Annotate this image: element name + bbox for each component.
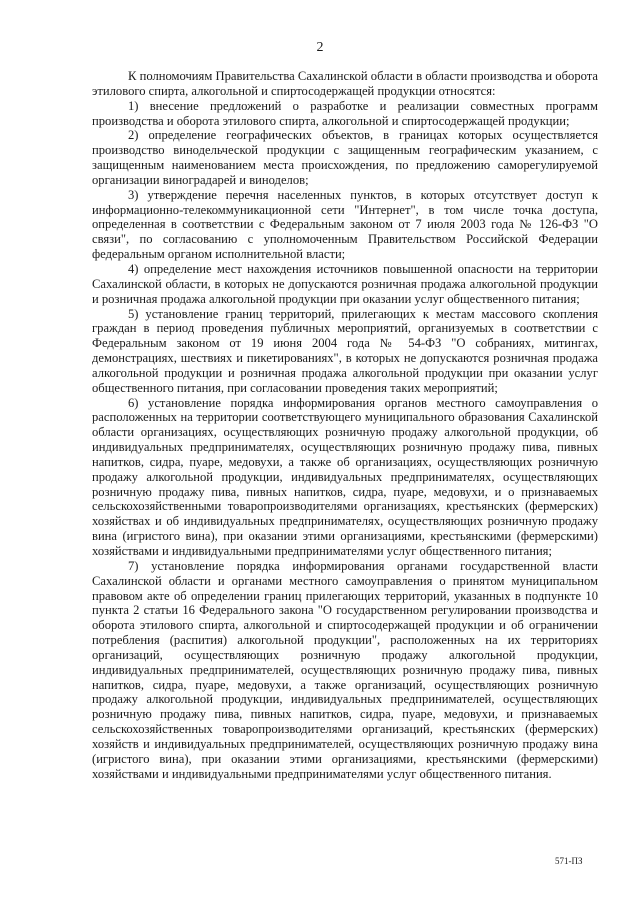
document-code: 571-ПЗ [555,856,583,866]
list-item-6: 6) установление порядка информирования органов местного самоуправления о расположенных на территории соответствующего муниципального образования Сахалинской области организациях, осуществляющих розничную продажу алкогольной продукции, об индивидуальных предпринимателях, осуществляющих розничную продажу пива, пивных напитков, сидра, пуаре, медовухи, а также об организациях, осуществляющих розничную продажу алкогольной продукции, индивидуальных предпринимателях, осуществляющих розничную продажу пива, пивных напитков, сидра, пуаре, медовухи, и о признаваемых сельскохозяйственными товаропроизводителями организациях, крестьянских (фермерских) хозяйствах и об индивидуальных предпринимателях, осуществляющих розничную продажу вина (игристого вина), при оказании этими организациями, крестьянскими (фермерскими) хозяйствами и индивидуальными предпринимателями услуг общественного питания; [92,395,598,558]
list-item-4: 4) определение мест нахождения источников повышенной опасности на территории Сахалинской области, в которых не допускаются розничная продажа алкогольной продукции и розничная продажа алкогольной продукции при оказании услуг общественного питания; [92,261,598,306]
list-item-2: 2) определение географических объектов, в границах которых осуществляется производство винодельческой продукции с защищенным географическим указанием, с защищенным наименованием места происхождения, по предложению саморегулируемой организации виноградарей и виноделов; [92,128,598,187]
intro-paragraph: К полномочиям Правительства Сахалинской области в области производства и оборота этилового спирта, алкогольной и спиртосодержащей продукции относятся: [92,69,598,98]
list-item-1: 1) внесение предложений о разработке и реализации совместных программ производства и оборота этилового спирта, алкогольной и спиртосодержащей продукции; [92,98,598,128]
list-item-5: 5) установление границ территорий, прилегающих к местам массового скопления граждан в период проведения публичных мероприятий, организуемых в соответствии с Федеральным законом от 19 июня 2004 года № 54-ФЗ "О собраниях, митингах, демонстрациях, шествиях и пикетированиях", в которых не допускаются розничная продажа алкогольной продукции и розничная продажа алкогольной продукции при оказании услуг общественного питания, при согласовании проведения таких мероприятий; [92,306,598,395]
page-number: 2 [316,40,324,55]
list-item-7: 7) установление порядка информирования органами государственной власти Сахалинской области и органами местного самоуправления о принятом муниципальном правовом акте об определении границ прилегающих территорий, указанных в подпункте 10 пункта 2 статьи 16 Федерального закона "О государственном регулировании производства и оборота этилового спирта, алкогольной и спиртосодержащей продукции и об ограничении потребления (распития) алкогольной продукции", расположенных на их территориях организаций, осуществляющих розничную продажу алкогольной продукции, индивидуальных предпринимателей, осуществляющих розничную продажу пива, пивных напитков, сидра, пуаре, медовухи, а также организаций, осуществляющих розничную продажу алкогольной продукции, индивидуальных предпринимателей, осуществляющих розничную продажу пива, пивных напитков, сидра, пуаре, медовухи, и признаваемых сельскохозяйственных товаропроизводителями организаций, крестьянских (фермерских) хозяйств и индивидуальных предпринимателей, осуществляющих розничную продажу вина (игристого вина), при оказании этими организациями, крестьянскими (фермерскими) хозяйствами и индивидуальными предпринимателями услуг общественного питания. [92,558,598,781]
document-body [92,69,598,782]
list-item-3: 3) утверждение перечня населенных пунктов, в которых отсутствует доступ к информационно-телекоммуникационной сети "Интернет", в том числе точка доступа, определенная в соответствии с Федеральным законом от 7 июля 2003 года № 126-ФЗ "О связи", по согласованию с уполномоченным Правительством Российской Федерации федеральным органом исполнительной власти; [92,187,598,262]
